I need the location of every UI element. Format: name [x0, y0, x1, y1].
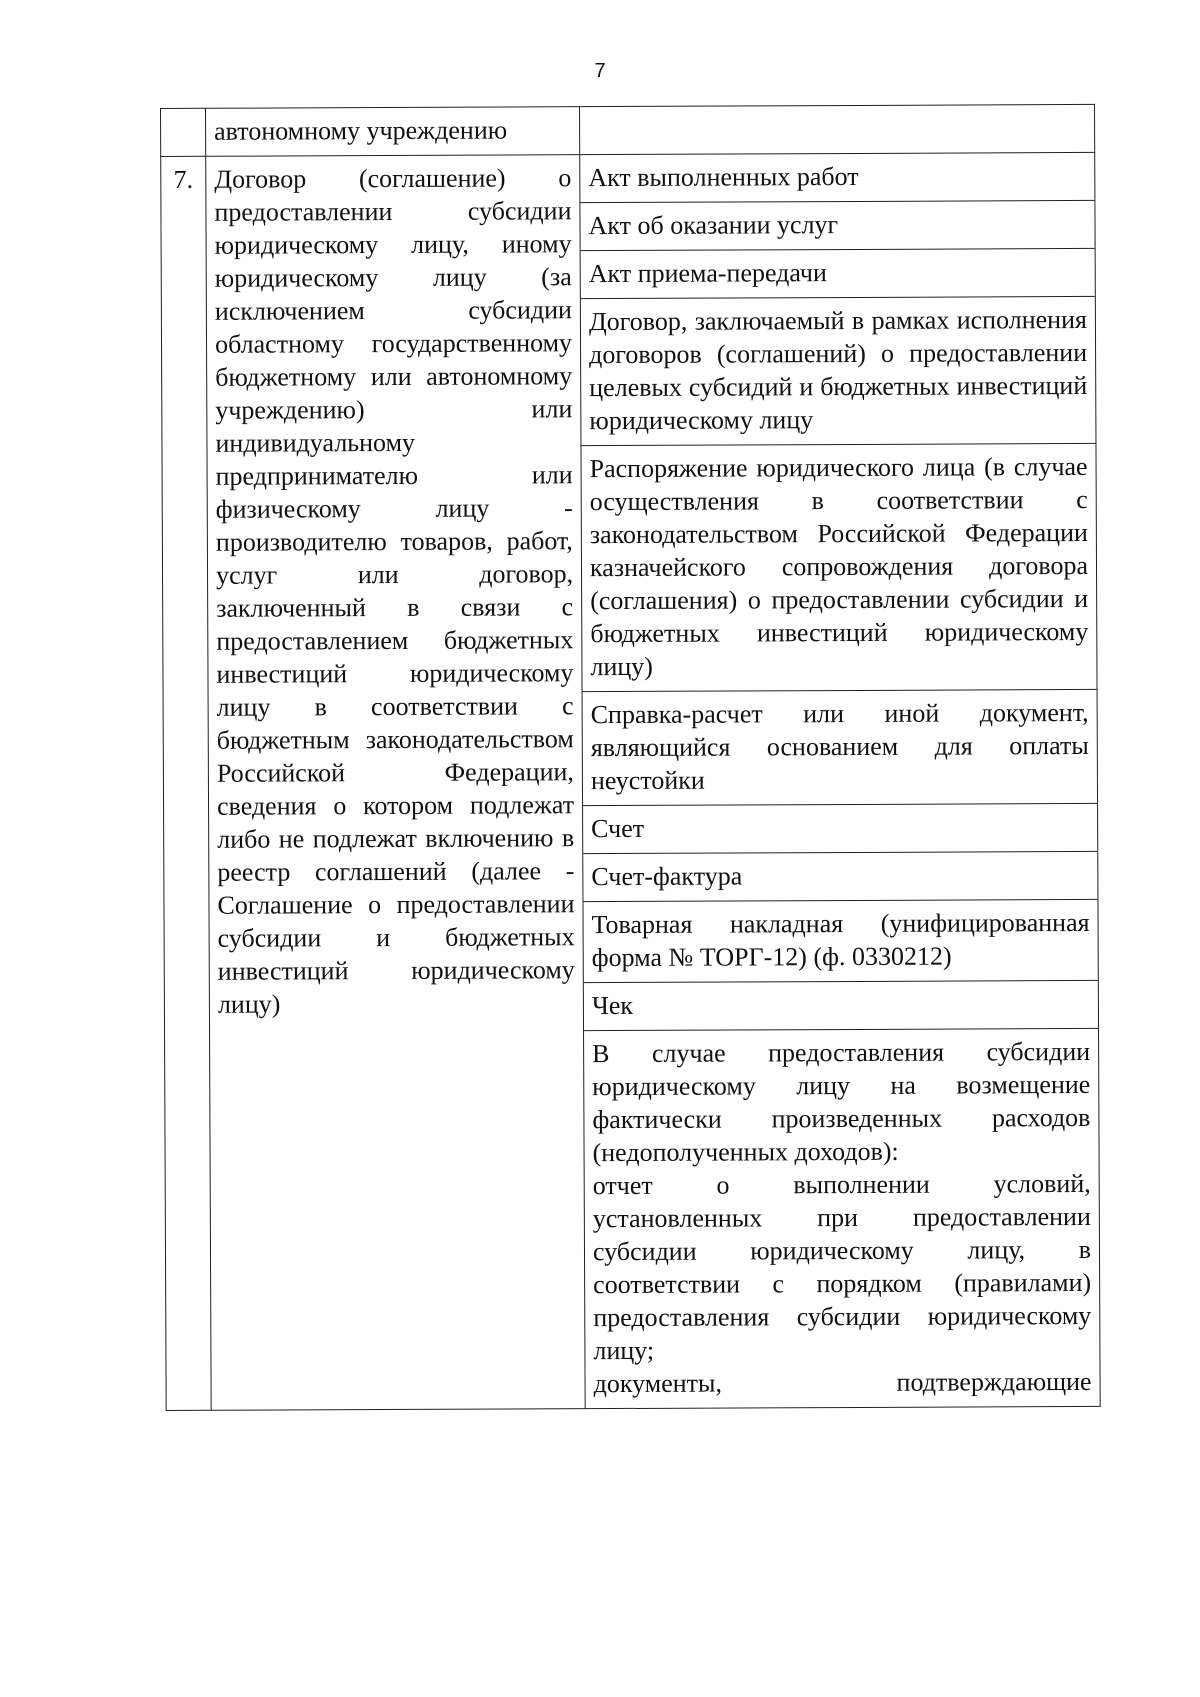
documents-table [160, 104, 1101, 1411]
table-row [161, 152, 1100, 1410]
document-item: Акт приема-передачи [581, 249, 1095, 299]
conditions-item: документы, подтверждающие [593, 1366, 1092, 1399]
document-item: Договор, заключаемый в рамках исполнения договоров (соглашений) о предоставлении целевых субсидий и бюджетных инвестиций юридическому лицу [581, 297, 1096, 446]
documents-list [580, 153, 1099, 1408]
document-item: Счет-фактура [583, 852, 1097, 902]
document-item-conditions [584, 1029, 1100, 1408]
document-item [580, 105, 1094, 154]
row-number [161, 108, 206, 156]
document-item: Счет [583, 804, 1097, 854]
row-subject: Договор (соглашение) о предоставлении субсидии юридическому лицу, иному юридическому лицу (за исключением субсидии областному государственному бюджетному или автономному учреждению) или индивидуальному предпринимателю или физическому лицу - производителю товаров, работ, услуг или договор, заключенный в связи с предоставлением бюджетных инвестиций юридическому лицу в соответствии с бюджетным законодательством Российской Федерации, сведения о котором подлежат либо не подлежат включению в реестр соглашений (далее - Соглашение о предоставлении субсидии и бюджетных инвестиций юридическому лицу) [206, 155, 585, 1411]
page-number: 7 [594, 60, 606, 82]
row-documents [579, 104, 1094, 154]
row-number: 7. [161, 156, 211, 1410]
document-item: Распоряжение юридического лица (в случае осуществления в соответствии с законодательством Российской Федерации казначейского сопровождения договора (соглашения) о предоставлении субсидии и бюджетных инвестиций юридическому лицу) [581, 444, 1096, 692]
document-item: Справка-расчет или иной документ, являющийся основанием для оплаты неустойки [583, 690, 1097, 806]
document-item: Акт об оказании услуг [580, 201, 1094, 251]
conditions-item: отчет о выполнении условий, установленных при предоставлении субсидии юридическому лицу, в соответствии с порядком (правилами) предоставления субсидии юридическому лицу; [592, 1168, 1092, 1366]
document-item: Товарная накладная (унифицированная форма № ТОРГ-12) (ф. 0330212) [583, 900, 1097, 983]
conditions-intro: В случае предоставления субсидии юридическому лицу на возмещение фактически произведенных расходов (недополученных доходов): [592, 1036, 1091, 1168]
table-row [161, 104, 1095, 156]
document-item: Чек [584, 981, 1098, 1031]
row-documents [580, 152, 1100, 1408]
document-item: Акт выполненных работ [580, 153, 1094, 203]
row-subject: автономному учреждению [206, 107, 580, 157]
